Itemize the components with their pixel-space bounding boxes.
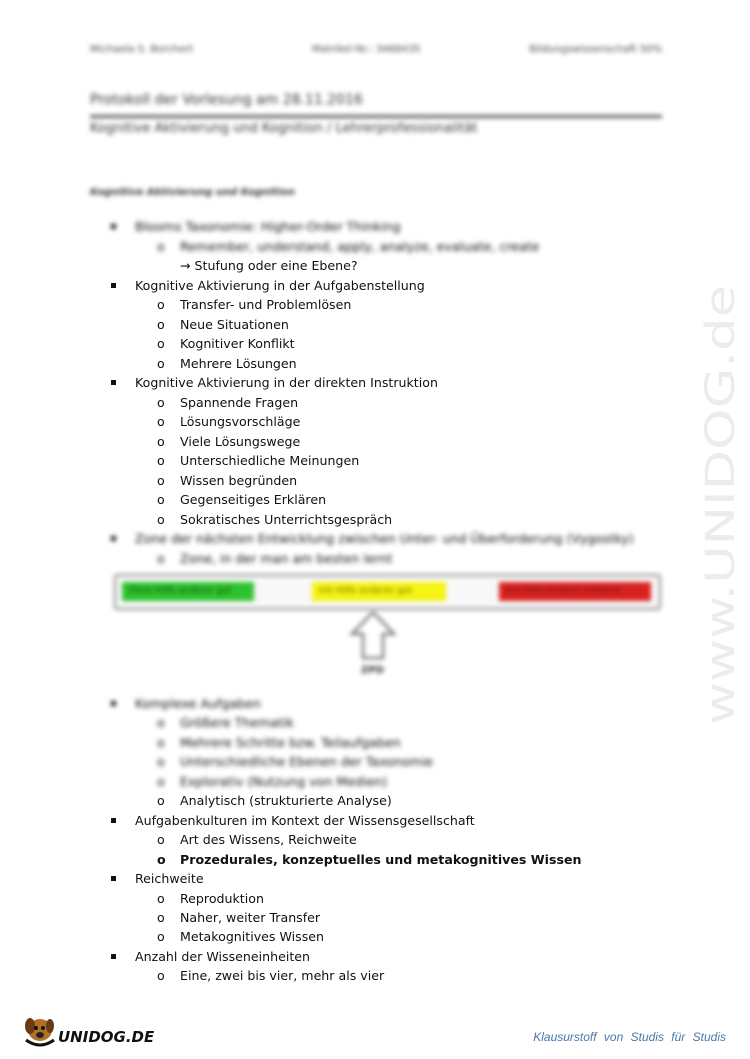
list-item-text: Kognitiver Konflikt [180,336,295,351]
list-item-text: Unterschiedliche Meinungen [180,453,360,468]
circle-bullet-icon: o [157,909,165,925]
list-item [157,472,298,489]
circle-bullet-icon: o [157,414,165,429]
list-item-text: Naher, weiter Transfer [180,909,321,925]
circle-bullet-icon: o [157,550,165,566]
circle-bullet-icon: o [157,316,165,332]
list-item [135,871,204,887]
list-item-text: Analytisch (strukturierte Analyse) [180,793,392,809]
circle-bullet-icon: o [157,929,165,945]
list-item-text: Zone der nächsten Entwicklung zwischen Unter- und Überforderung (Vygostky) [135,531,634,546]
list-item-text: Reproduktion [180,890,264,906]
list-item [157,492,327,508]
list-item [135,949,310,965]
list-item [157,909,321,926]
list-item [157,336,295,352]
list-item [180,258,358,274]
list-item-text: Aufgabenkulturen im Kontext der Wissensgesellschaft [135,812,475,828]
circle-bullet-icon: o [157,734,165,750]
list-item [157,433,301,450]
list-item-text: Metakognitives Wissen [180,929,325,945]
list-item [157,968,385,984]
circle-bullet-icon: o [157,433,165,449]
list-item [157,355,297,372]
list-item [157,832,357,848]
list-item-text: Lösungsvorschläge [180,414,301,429]
list-item-text: Zone, in der man am besten lernt [180,550,393,566]
circle-bullet-icon: o [157,238,165,254]
up-arrow-icon [350,610,396,660]
square-bullet-icon [111,536,116,541]
list-item [157,316,289,333]
list-item [135,531,634,547]
list-item [157,890,264,907]
list-item-text: Remember, understand, apply, analyze, evaluate, create [180,238,540,254]
list-item-text: Mehrere Lösungen [180,355,297,371]
circle-bullet-icon: o [157,511,165,527]
document-title: Protokoll der Vorlesung am 28.11.2016 [90,92,363,108]
list-item [157,715,294,731]
circle-bullet-icon: o [157,336,165,351]
list-item [135,278,425,294]
circle-bullet-icon: o [157,832,165,848]
watermark-text: www.UNIDOG.de [698,390,744,725]
list-item-text: Kognitive Aktivierung in der Aufgabenstellung [135,277,425,293]
circle-bullet-icon: o [157,773,165,789]
zpd-segment-red: mit Hilfe anderer schlecht [499,582,651,601]
list-item [135,813,475,829]
list-item [157,773,388,790]
list-item [157,929,325,945]
list-item-text: Blooms Taxonomie: Higher-Order Thinking [135,219,401,234]
circle-bullet-icon: o [157,355,165,371]
list-item [135,375,438,391]
list-item-text: Wissen begründen [180,472,298,488]
zpd-label: ZPD [361,665,384,676]
list-item [157,238,540,255]
square-bullet-icon [111,283,116,288]
circle-bullet-icon: o [157,793,165,809]
list-item-text: Sokratisches Unterrichtsgespräch [180,511,393,527]
list-item-text: Unterschiedliche Ebenen der Taxonomie [180,754,434,770]
list-item-text: Größere Thematik [180,715,294,731]
circle-bullet-icon: o [157,472,165,488]
page-header [90,44,662,62]
document-subtitle: Kognitive Aktivierung und Kognition / Lehrerprofessionalität [90,121,478,136]
list-item-text: Transfer- und Problemlösen [180,297,352,312]
circle-bullet-icon: o [157,492,165,507]
circle-bullet-icon: o [157,890,165,906]
square-bullet-icon [111,380,116,385]
list-item [157,550,393,567]
section-heading: Kognitive Aktivierung und Kognition [90,187,295,198]
list-item-text: Kognitive Aktivierung in der direkten Instruktion [135,375,438,390]
dog-logo-icon [22,1014,157,1050]
list-item [157,414,301,430]
list-item-text: Viele Lösungswege [180,433,301,449]
list-item-text: Gegenseitiges Erklären [180,492,327,507]
list-item [157,793,392,809]
unidog-logo [22,1014,157,1050]
circle-bullet-icon: o [157,297,165,312]
square-bullet-icon [111,818,116,823]
author-name: Michaela S. Borchert [90,44,194,55]
list-item-text: Komplexe Aufgaben [135,696,261,711]
list-item [157,394,299,411]
list-item-text: Anzahl der Wisseneinheiten [135,948,310,964]
list-item [135,696,261,712]
zpd-segment-yellow: mit Hilfe anderer gut [312,582,446,601]
footer-tagline: Klausurstoff von Studis für Studis [533,1030,726,1044]
circle-bullet-icon: o [157,968,165,984]
list-item-text: → Stufung oder eine Ebene? [180,258,358,273]
list-item-text: Mehrere Schritte bzw. Teilaufgaben [180,734,401,750]
circle-bullet-icon: o [157,754,165,770]
logo-text: UNIDOG.DE [58,1028,155,1046]
circle-bullet-icon: o [157,453,165,468]
square-bullet-icon [111,876,116,881]
study-program: Bildungswissenschaft 50% [529,44,662,55]
list-item [135,219,401,235]
list-item-text: Neue Situationen [180,316,289,332]
zpd-segment-green: Ohne Hilfe anderer gut [122,582,254,601]
list-item-text: Reichweite [135,871,204,887]
list-item-text: Eine, zwei bis vier, mehr als vier [180,968,385,984]
title-rule [90,115,662,118]
circle-bullet-icon: o [157,715,165,731]
circle-bullet-icon: o [157,851,166,867]
square-bullet-icon [111,954,116,959]
zpd-bar [114,574,661,610]
circle-bullet-icon: o [157,394,165,410]
list-item [157,453,360,469]
list-item-text: Art des Wissens, Reichweite [180,832,357,848]
list-item [157,511,393,528]
list-item [157,754,434,770]
list-item-text: Spannende Fragen [180,394,299,410]
list-item-text: Explorativ (Nutzung von Medien) [180,773,388,789]
matrikel-number: Matrikel-Nr.: 3468435 [312,44,421,55]
list-item-text: Prozedurales, konzeptuelles und metakognitives Wissen [180,851,582,867]
list-item [157,851,582,868]
unidog-watermark [698,280,744,730]
list-item [157,734,401,751]
list-item [157,297,352,313]
square-bullet-icon [111,701,116,706]
square-bullet-icon [111,224,116,229]
